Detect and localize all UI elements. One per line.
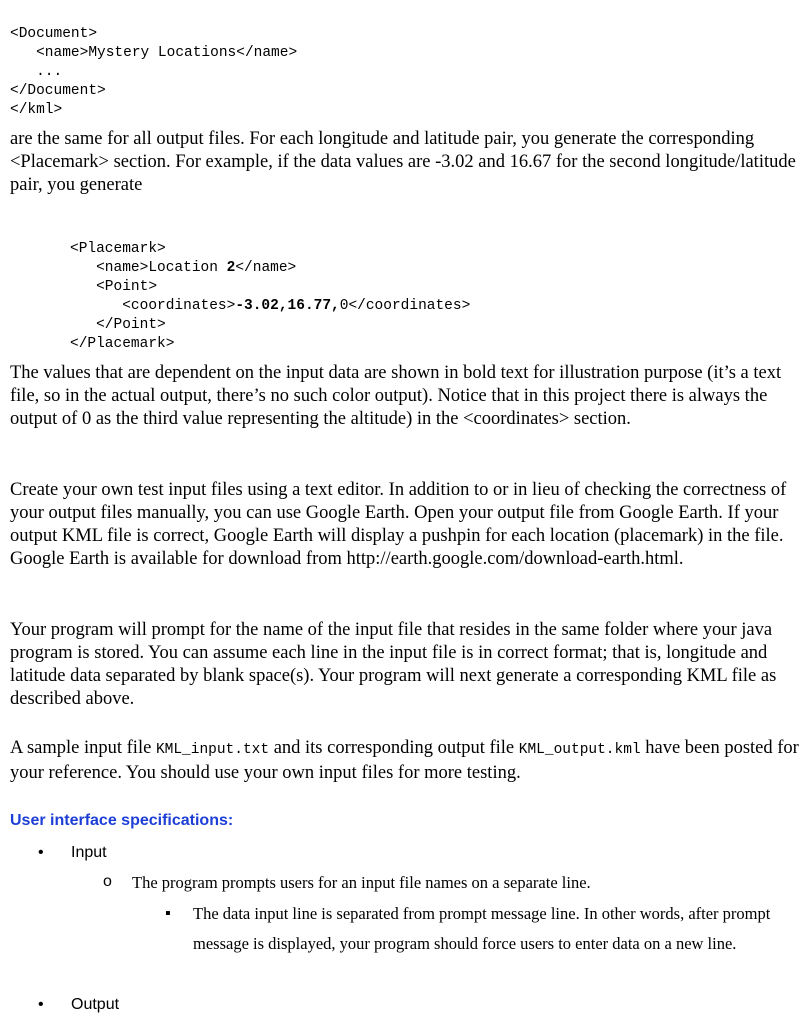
code-line: <Document>	[10, 26, 98, 42]
code-bold-value: -3.02,16.77,	[235, 298, 340, 314]
sample-input-filename: KML_input.txt	[155, 742, 270, 758]
list-item-output-label: Output	[71, 996, 120, 1013]
code-line: </Document>	[10, 83, 106, 99]
code-text: 0</coordinates>	[339, 298, 471, 314]
code-line: <name>Mystery Locations</name>	[10, 45, 298, 61]
code-line: <Placemark>	[70, 241, 166, 257]
paragraph-bold-values: The values that are dependent on the input data are shown in bold text for illustration purpose (it’s a text file, so in the actual output, there’s no such color output). Notice that in this project there is always the output of 0 as the third value representing the altitude) in the <coordinates> section.	[10, 363, 782, 429]
code-line: ...	[10, 64, 63, 80]
bullet-square-icon: ▪	[165, 905, 171, 922]
text: and its corresponding output file	[269, 738, 519, 758]
bullet-dot-icon: •	[38, 996, 44, 1013]
bullet-circle-icon: o	[103, 873, 112, 890]
paragraph-program-prompt: Your program will prompt for the name of the input file that resides in the same folder where your java program is stored. You can assume each line in the input file is in correct format; that is, longitude and latitude data separated by blank space(s). Your program will next generate a corresponding KML file as described above.	[10, 620, 777, 709]
code-line: </Placemark>	[70, 336, 175, 352]
sample-output-filename: KML_output.kml	[518, 742, 641, 758]
text: have been posted for your reference. You should use your own input files for more testing.	[10, 738, 799, 783]
kml-code-snippet-top	[10, 6, 297, 120]
code-text: <coordinates>	[70, 298, 236, 314]
paragraph-placemark-intro: are the same for all output files. For each longitude and latitude pair, you generate the corresponding <Placemark> section. For example, if the data values are -3.02 and 16.67 for the second longitude/latitude pair, you generate	[10, 129, 796, 195]
code-bold-value: 2	[226, 260, 236, 276]
kml-placemark-example	[70, 221, 470, 354]
list-item-input-label: Input	[71, 844, 107, 861]
paragraph-sample-files	[10, 737, 800, 785]
section-heading: User interface specifications:	[10, 812, 234, 829]
code-line: <Point>	[70, 279, 158, 295]
list-subsubitem-data-input: The data input line is separated from prompt message line. In other words, after prompt message is displayed, your program should force users to enter data on a new line.	[193, 904, 771, 953]
code-line: </kml>	[10, 102, 63, 118]
paragraph-google-earth: Create your own test input files using a text editor. In addition to or in lieu of checking the correctness of your output files manually, you can use Google Earth. Open your output file from Google Earth. If your output KML file is correct, Google Earth will display a pushpin for each location (placemark) in the file. Google Earth is available for download from http://earth.google.com/download-earth.html.	[10, 480, 787, 569]
bullet-dot-icon: •	[38, 844, 44, 861]
code-line	[70, 259, 470, 278]
code-text: <name>Location	[70, 260, 227, 276]
text: A sample input file	[10, 738, 156, 758]
list-subitem-prompt: The program prompts users for an input file names on a separate line.	[132, 873, 591, 892]
code-text: </name>	[235, 260, 297, 276]
code-line: </Point>	[70, 317, 166, 333]
code-line	[70, 297, 470, 316]
